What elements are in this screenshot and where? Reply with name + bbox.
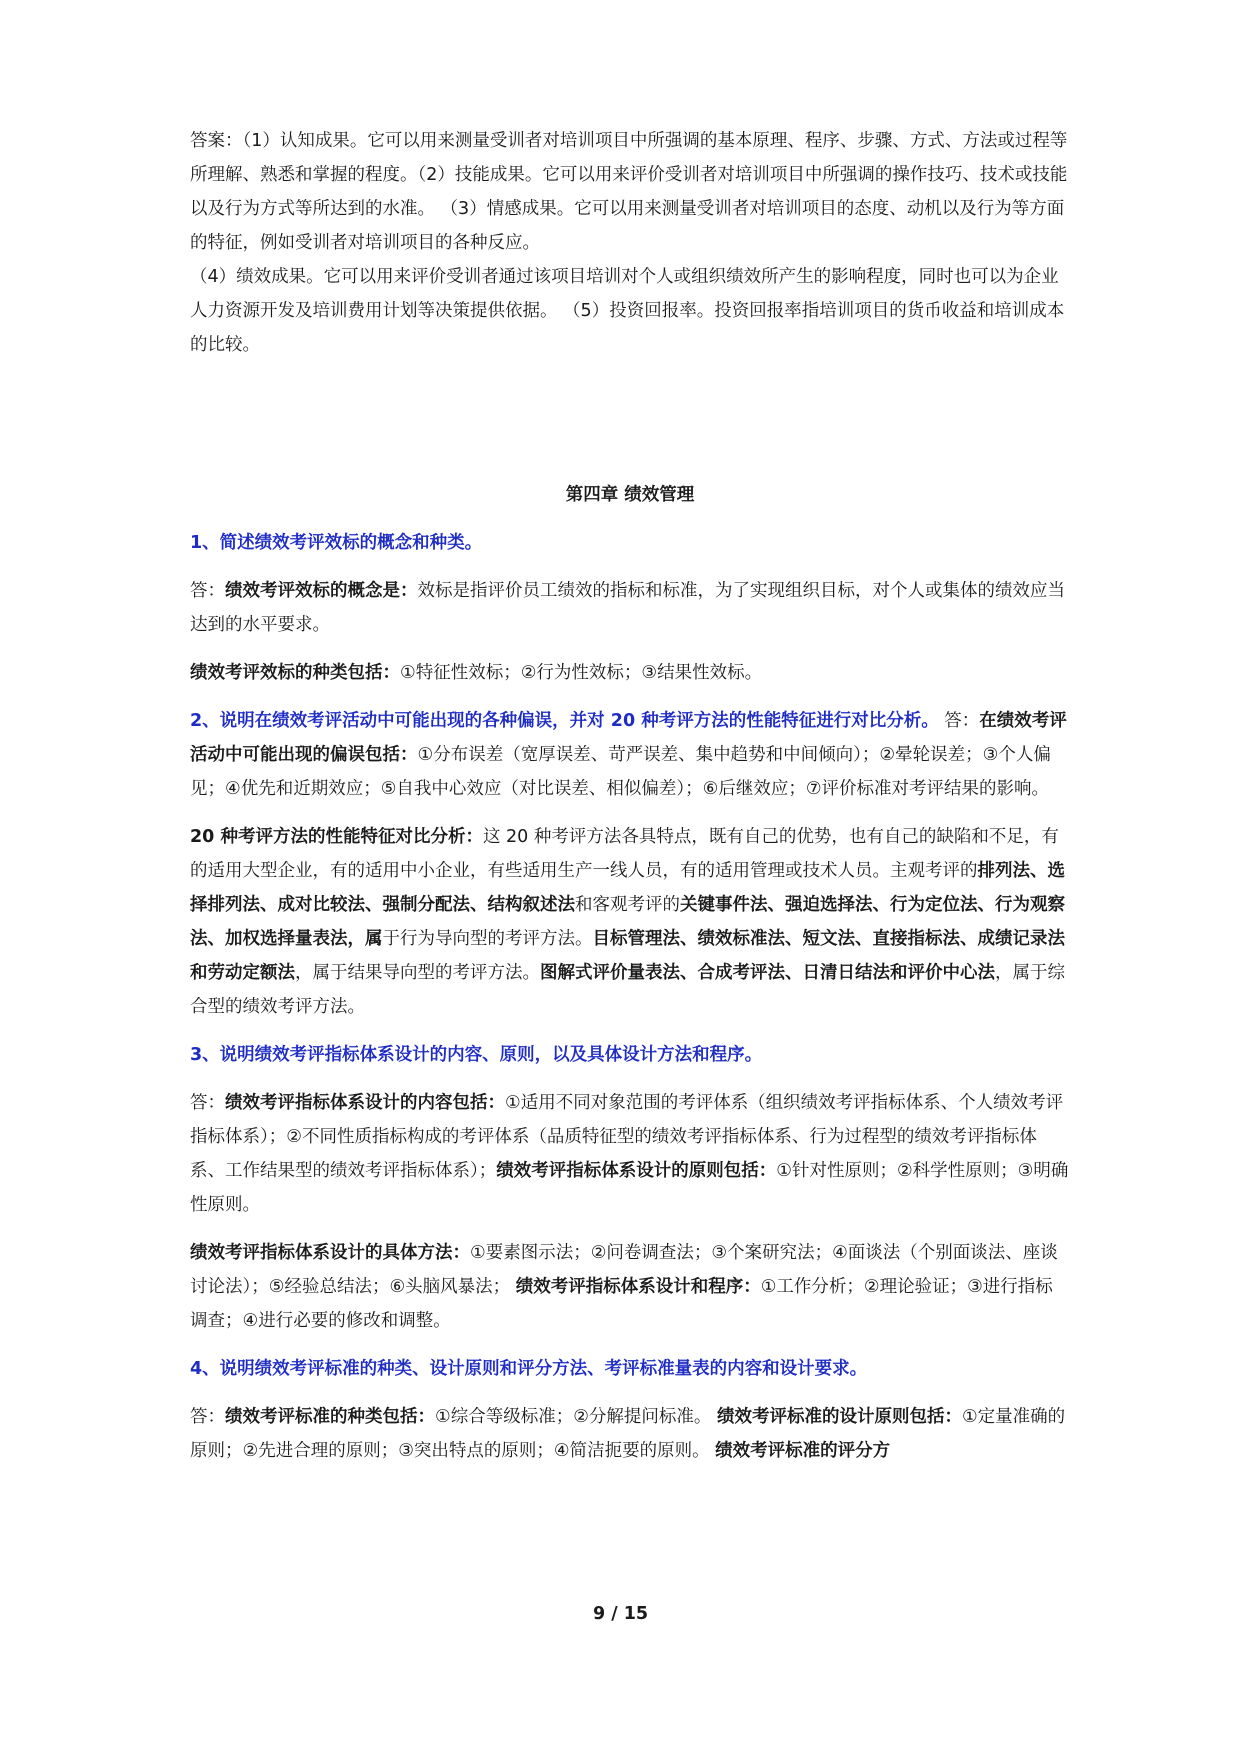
question-2-title: 2、说明在绩效考评活动中可能出现的各种偏误，并对 20 种考评方法的性能特征进行对比分析。	[190, 711, 939, 731]
bold-term: 绩效考评指标体系设计的具体方法：	[190, 1243, 470, 1263]
bold-term: 排列法、选择排列法、成对比较法、强制分配法、结构叙述法	[190, 861, 1065, 915]
answer-text: 这 20 种考评方法各具特点，既有自己的优势，也有自己的缺陷和不足，有的适用大型企业，有的适用中小企业，有些适用生产一线人员，有的适用管理或技术人员。主观考评的	[190, 827, 1059, 881]
question-3-title: 3、说明绩效考评指标体系设计的内容、原则，以及具体设计方法和程序。	[190, 1045, 763, 1065]
page-content	[190, 124, 1070, 1468]
question-1-answer-types	[190, 656, 1070, 690]
bold-term: 绩效考评标准的种类包括：	[225, 1407, 435, 1427]
answer-prefix: 答：	[190, 581, 225, 601]
answer-text: ，属于综合型的绩效考评方法。	[190, 963, 1065, 1017]
bold-term: 绩效考评指标体系设计的内容包括：	[225, 1093, 505, 1113]
bold-term: 绩效考评标准的评分方	[715, 1441, 891, 1461]
answer-text: ，属于结果导向型的考评方法。	[295, 963, 540, 983]
bold-term: 图解式评价量表法、合成考评法、日清日结法和评价中心法	[540, 963, 995, 983]
question-4-answer	[190, 1400, 1070, 1468]
answer-text: 和客观考评的	[575, 895, 680, 915]
question-1-title: 1、简述绩效考评效标的概念和种类。	[190, 533, 483, 553]
answer-prefix: 答：	[190, 1407, 225, 1427]
bold-term: 绩效考评指标体系设计和程序：	[515, 1277, 761, 1297]
answer-text: ①特征性效标；②行为性效标；③结果性效标。	[400, 663, 763, 683]
question-3-answer-method	[190, 1236, 1070, 1338]
bold-term: 绩效考评标准的设计原则包括：	[716, 1407, 962, 1427]
bold-term: 绩效考评效标的种类包括：	[190, 663, 400, 683]
answer-text: ①要素图示法；②问卷调查法；③个案研究法；④面谈法（个别面谈法、座谈讨论法）；⑤经验总结法；⑥头脑风暴法；	[190, 1243, 1058, 1297]
page-number: 9 / 15	[592, 1604, 649, 1624]
answer-paragraph-2: （4）绩效成果。它可以用来评价受训者通过该项目培训对个人或组织绩效所产生的影响程度，同时也可以为企业人力资源开发及培训费用计划等决策提供依据。 （5）投资回报率。投资回报率指培训项目的货币收益和培训成本的比较。	[190, 267, 1065, 355]
answer-text: ①适用不同对象范围的考评体系（组织绩效考评指标体系、个人绩效考评指标体系）；②不同性质指标构成的考评体系（品质特征型的绩效考评指标体系、行为过程型的绩效考评指标体系、工作结果型的绩效考评指标体系）；	[190, 1093, 1064, 1181]
answer-prefix: 答：	[190, 1093, 225, 1113]
question-3-answer-content	[190, 1086, 1070, 1222]
answer-text: ①分布误差（宽厚误差、苛严误差、集中趋势和中间倾向）；②晕轮误差；③个人偏见；④优先和近期效应；⑤自我中心效应（对比误差、相似偏差）；⑥后继效应；⑦评价标准对考评结果的影响。	[190, 745, 1051, 799]
answer-text: ①针对性原则；②科学性原则；③明确性原则。	[190, 1161, 1069, 1215]
question-2-paragraph	[190, 704, 1070, 806]
answer-text: 于行为导向型的考评方法。	[382, 929, 593, 949]
question-4-title: 4、说明绩效考评标准的种类、设计原则和评分方法、考评标准量表的内容和设计要求。	[190, 1359, 868, 1379]
answer-text: 效标是指评价员工绩效的指标和标准，为了实现组织目标，对个人或集体的绩效应当达到的水平要求。	[190, 581, 1065, 635]
answer-paragraph-1: 答案：（1）认知成果。它可以用来测量受训者对培训项目中所强调的基本原理、程序、步骤、方式、方法或过程等所理解、熟悉和掌握的程度。（2）技能成果。它可以用来评价受训者对培训项目中所强调的操作技巧、技术或技能以及行为方式等所达到的水准。 （3）情感成果。它可以用来测量受训者对培训项目的态度、动机以及行为等方面的特征，例如受训者对培训项目的各种反应。	[190, 131, 1068, 253]
bold-term: 20 种考评方法的性能特征对比分析：	[190, 827, 483, 847]
answer-text: ①定量准确的原则；②先进合理的原则；③突出特点的原则；④简洁扼要的原则。	[190, 1407, 1066, 1461]
bold-term: 目标管理法、绩效标准法、短文法、直接指标法、成绩记录法和劳动定额法	[190, 929, 1065, 983]
bold-term: 绩效考评指标体系设计的原则包括：	[496, 1161, 777, 1181]
bold-term: 关键事件法、强迫选择法、行为定位法、行为观察法、加权选择量表法，属	[190, 895, 1065, 949]
answer-text: ①综合等级标准；②分解提问标准。	[435, 1407, 717, 1427]
bold-term: 在绩效考评活动中可能出现的偏误包括：	[190, 711, 1067, 765]
section-gap	[190, 362, 1070, 478]
bold-term: 绩效考评效标的概念是：	[225, 581, 418, 601]
answer-prefix: 答：	[938, 711, 980, 731]
question-2-analysis	[190, 820, 1070, 1024]
answer-text: ①工作分析；②理论验证；③进行指标调查；④进行必要的修改和调整。	[190, 1277, 1053, 1331]
chapter-title: 第四章 绩效管理	[565, 485, 695, 505]
question-1-answer-concept	[190, 574, 1070, 642]
